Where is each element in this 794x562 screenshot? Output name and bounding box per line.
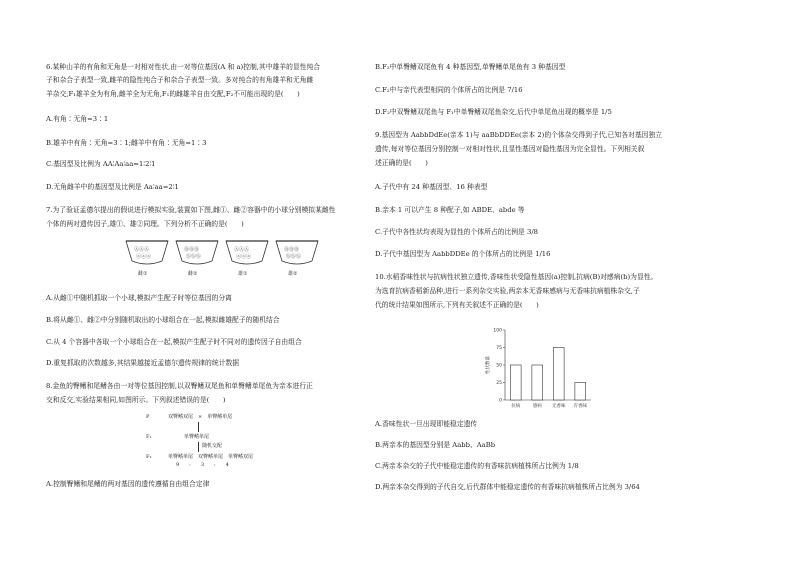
q8-option-a: A.控制臀鳍和尾鳍的两对基因的遗传遵循自由组合定律 — [46, 480, 210, 488]
chart-bars — [510, 348, 585, 401]
q8-f1-label: F₁ — [146, 434, 152, 440]
bowls-figure — [124, 237, 320, 281]
q8-p-cross: 双臀鳍双尾 × 单臀鳍单尾 — [168, 414, 233, 420]
q8-self-text: 随机交配 — [202, 443, 223, 449]
q7-option-a: A.从雌①中随机抓取一个小球,模拟产生配子时等位基因的分离 — [46, 294, 232, 302]
q8-f2-text: 单臀鳍单尾 双臀鳍单尾 单臀鳍双尾 — [168, 454, 254, 460]
q9-option-c: C.子代中各性状均表现为显性的个体所占的比例是 3/8 — [375, 228, 538, 236]
q8-f2-label: F₂ — [146, 454, 152, 460]
q8-stem-line-2: 交和反交,实验结果相同,如图所示。下列叙述错误的是( ) — [46, 396, 226, 404]
q7-option-c: C.从 4 个容器中各取一个小球组合在一起,模拟产生配子时不同对的遗传因子自由组合 — [46, 338, 302, 346]
y-tick-label: 0 — [499, 398, 502, 404]
q9-option-a: A.子代中有 24 种基因型、16 种表型 — [375, 183, 488, 191]
y-tick-label: 25 — [496, 381, 502, 386]
q8-stem-line-1: 8.金鱼的臀鳍和尾鳍各由一对等位基因控制,以双臀鳍双尾鱼和单臀鳍单尾鱼为亲本进行正 — [46, 382, 313, 390]
q10-option-d: D.两亲本杂交得到的子代自交,后代群体中能稳定遗传的有香味抗病植株所占比例为 3/64 — [375, 483, 640, 491]
q7-stem-line-2: 个体的两对遗传因子,雄①、雄②同理。下列分析不正确的是( ) — [46, 220, 244, 228]
q7-stem-line-1: 7.为了验证孟德尔提出的假说进行模拟实验,装置如下图,雌①、雌②容器中的小球分别模拟某雌性 — [46, 206, 336, 214]
q8-p-label: P — [146, 414, 150, 420]
q8-option-d: D.F₂中双臀鳍双尾鱼与 F₁中单臀鳍双尾鱼杂交,后代中单尾鱼出现的概率是 1/5 — [375, 108, 612, 116]
y-tick-label: 100 — [493, 328, 502, 334]
q10-stem-line-1: 10.水稻香味性状与抗病性状独立遗传,香味性状受隐性基因(a)控制,抗病(B)对感病(b)为显性。 — [375, 273, 658, 281]
bar — [553, 348, 564, 401]
y-tick-label: 50 — [496, 363, 502, 369]
y-tick-label: 75 — [496, 346, 502, 351]
svg-text:ⒶⒶⒶ: ⒶⒶⒶ — [134, 247, 150, 253]
q8-f1-text: 单臀鳍单尾 — [184, 434, 210, 440]
bar — [510, 365, 521, 400]
bowl-male-2 — [276, 241, 318, 277]
q9-option-d: D.子代中基因型为 AabbDDEe 的个体所占的比例是 1/16 — [375, 250, 551, 258]
bar — [575, 383, 586, 401]
category-label: 抗病 — [511, 404, 521, 409]
q7-option-d: D.重复抓取的次数越多,其结果越接近孟德尔遗传规律的统计数据 — [46, 359, 240, 367]
q8-option-b: B.F₂中单臀鳍双尾鱼有 4 种基因型,单臀鳍单尾鱼有 3 种基因型 — [375, 63, 566, 71]
category-label: 有香味 — [573, 404, 587, 409]
q6-stem-line-2: 子和杂合子表型一致,雌羊的隐性纯合子和杂合子表型一致。多对纯合的有角雄羊和无角雌 — [46, 76, 314, 84]
q8-arrow-2 — [198, 442, 199, 452]
category-label: 感病 — [532, 404, 542, 409]
bowl-label-2: 雌② — [188, 271, 198, 277]
q9-option-b: B.亲本 1 可以产生 8 种配子,如 ABDE、abde 等 — [375, 206, 525, 214]
q6-stem-line-1: 6.某种山羊的有角和无角是一对相对性状,由一对等位基因(A 和 a)控制,其中雄羊的显性纯合 — [46, 63, 321, 71]
bowl-label-4: 雄② — [288, 271, 298, 277]
q10-stem-line-3: 代的统计结果如图所示,下列有关叙述不正确的是( ) — [375, 301, 539, 309]
q10-stem-line-2: 为选育抗病香稻新品种,进行一系列杂交实验,两亲本无香味感病与无香味抗病植株杂交,子 — [375, 287, 640, 295]
q9-stem-line-2: 遗传,每对等位基因分别控制一对相对性状,且显性基因对隐性基因为完全显性。下列相关叙 — [375, 145, 645, 153]
svg-text:ⓐⓐⓐ: ⓐⓐⓐ — [136, 254, 152, 260]
svg-text:ⒷⒷⒷ: ⒷⒷⒷ — [284, 247, 300, 253]
q6-option-a: A.有角∶无角=3∶1 — [46, 115, 109, 123]
q10-option-b: B.两亲本的基因型分别是 Aabb、AaBb — [375, 441, 496, 449]
svg-text:ⒶⒶⒶ: ⒶⒶⒶ — [234, 247, 250, 253]
chart-categories — [511, 402, 587, 409]
q8-arrow-1 — [198, 422, 199, 432]
q9-stem-line-1: 9.基因型为 AabbDdEe(亲本 1)与 aaBbDDEe(亲本 2)的个体杂交得到子代,已知各对基因独立 — [375, 131, 663, 139]
chart-ylabel: 性状数量 — [486, 356, 491, 374]
q10-option-c: C.两亲本杂交的子代中能稳定遗传的有香味抗病植株所占比例为 1/8 — [375, 462, 579, 470]
q8-f2-ratio: 9 : 3 : 4 — [176, 462, 229, 468]
category-label: 无香味 — [552, 404, 566, 409]
bowl-male-1 — [226, 241, 268, 277]
bowl-female-1 — [126, 241, 168, 277]
q6-option-c: C.基因型及比例为 AA∶Aa∶aa=1∶2∶1 — [46, 160, 156, 168]
bar-chart — [483, 322, 595, 412]
q7-option-b: B.将从雌①、雌②中分别随机取出的小球组合在一起,模拟雌雄配子的随机结合 — [46, 316, 280, 324]
chart-ticks — [493, 328, 505, 404]
svg-text:ⒷⒷⒷ: ⒷⒷⒷ — [184, 247, 200, 253]
bowl-label-3: 雄① — [238, 271, 248, 277]
svg-text:ⓑⓑⓑ: ⓑⓑⓑ — [286, 254, 302, 260]
q8-option-c: C.F₂中与亲代表型相同的个体所占的比例是 7/16 — [375, 86, 523, 94]
q9-stem-line-3: 述正确的是( ) — [375, 159, 428, 167]
svg-text:ⓑⓑⓑ: ⓑⓑⓑ — [186, 254, 202, 260]
bowl-label-1: 雌① — [138, 271, 148, 277]
bowl-female-2 — [176, 241, 218, 277]
bar — [532, 365, 543, 400]
q6-stem-line-3: 羊杂交,F₁雄羊全为有角,雌羊全为无角,F₁的雌雄羊自由交配,F₂不可能出现的是( ) — [46, 90, 300, 98]
q6-option-d: D.无角雌羊中的基因型及比例是 Aa∶aa=2∶1 — [46, 183, 179, 191]
q6-option-b: B.雄羊中有角∶无角=3∶1;雌羊中有角∶无角=1∶3 — [46, 139, 207, 147]
q10-option-a: A.香味性状一旦出现即能稳定遗传 — [375, 420, 478, 428]
svg-text:ⓐⓐⓐ: ⓐⓐⓐ — [236, 254, 252, 260]
